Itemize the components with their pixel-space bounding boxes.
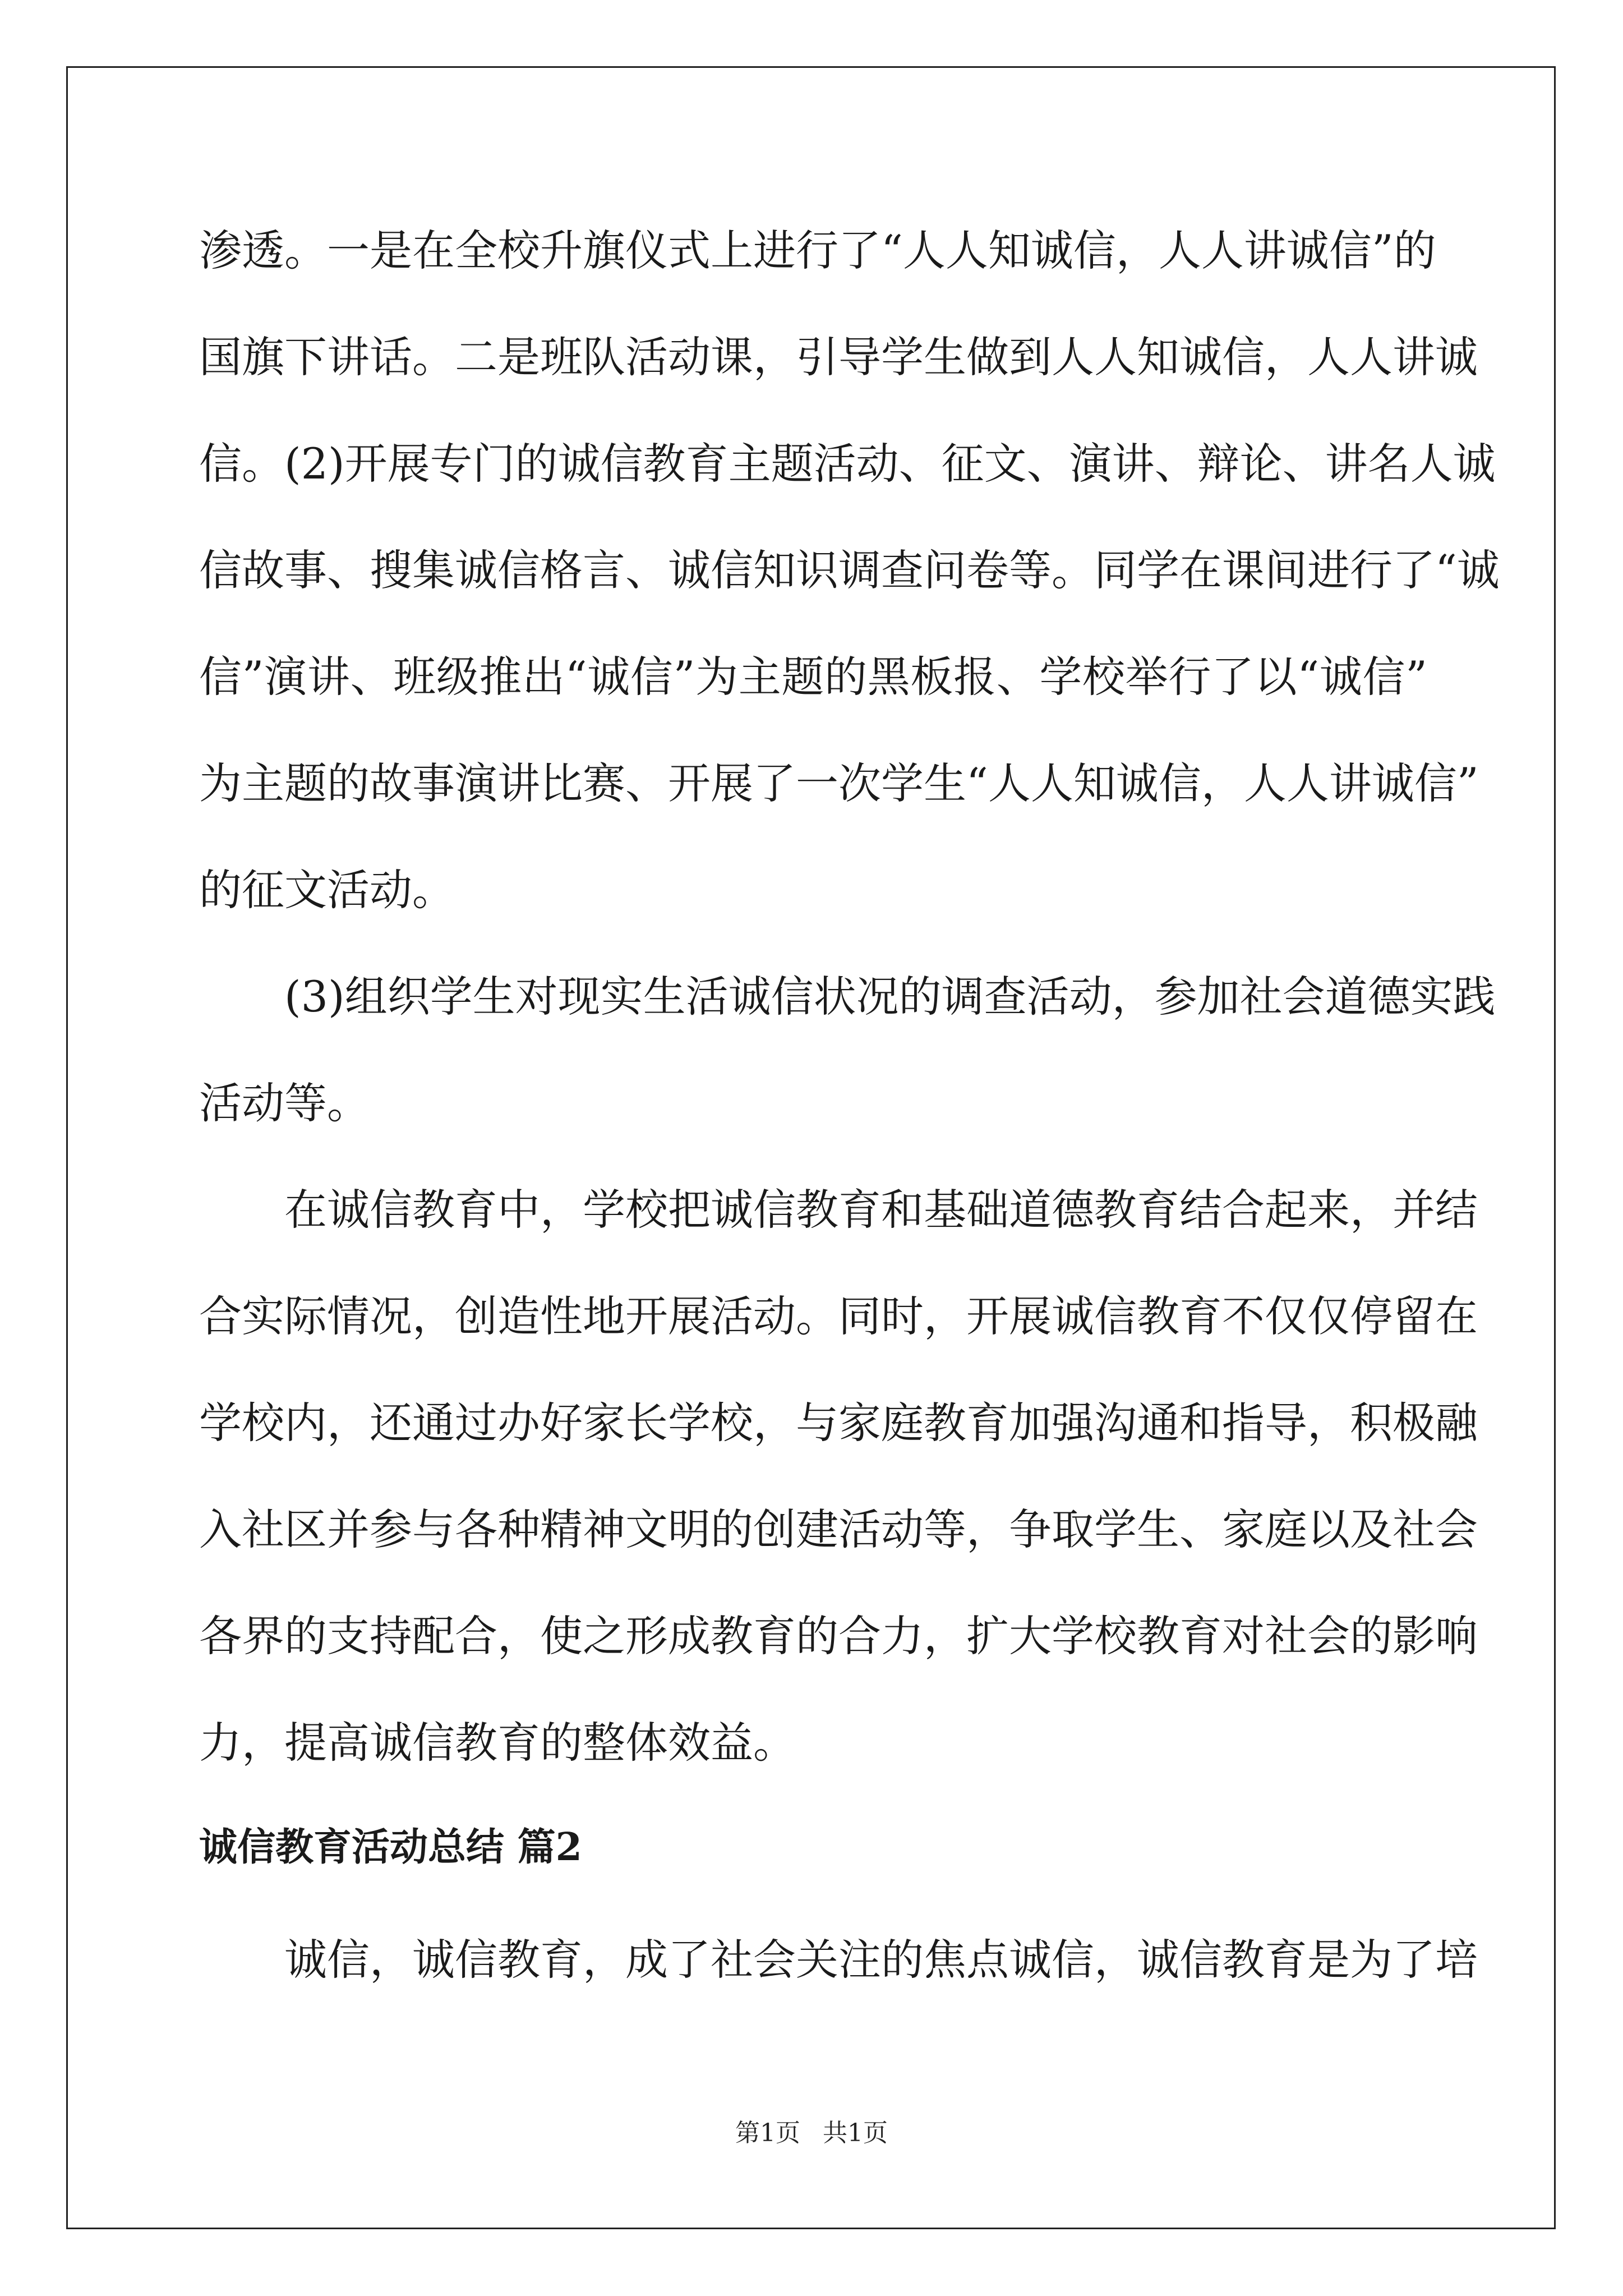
paragraph-2 bbox=[199, 944, 1496, 1157]
text-line: 在诚信教育中，学校把诚信教育和基础道德教育结合起来，并结 bbox=[284, 1185, 1478, 1235]
text-line: 信。(2)开展专门的诚信教育主题活动、征文、演讲、辩论、讲名人诚 bbox=[199, 439, 1496, 489]
text-line: 学校内，还通过办好家长学校，与家庭教育加强沟通和指导，积极融 bbox=[199, 1398, 1478, 1448]
page-total: 共1页 bbox=[823, 2119, 888, 2147]
text-line: (3)组织学生对现实生活诚信状况的调查活动，参加社会道德实践 bbox=[284, 972, 1496, 1022]
paragraph-1 bbox=[199, 197, 1500, 944]
page-number: 第1页 bbox=[735, 2119, 800, 2147]
paragraph-4 bbox=[199, 1907, 1478, 2013]
text-line: 活动等。 bbox=[199, 1078, 370, 1128]
text-line: 信”演讲、班级推出“诚信”为主题的黑板报、学校举行了以“诚信” bbox=[199, 652, 1427, 702]
text-line: 国旗下讲话。二是班队活动课，引导学生做到人人知诚信，人人讲诚 bbox=[199, 332, 1478, 382]
text-line: 信故事、搜集诚信格言、诚信知识调查问卷等。同学在课间进行了“诚 bbox=[199, 545, 1500, 595]
text-line: 各界的支持配合，使之形成教育的合力，扩大学校教育对社会的影响 bbox=[199, 1611, 1478, 1661]
text-line: 为主题的故事演讲比赛、开展了一次学生“人人知诚信，人人讲诚信” bbox=[199, 758, 1479, 808]
text-line: 入社区并参与各种精神文明的创建活动等，争取学生、家庭以及社会 bbox=[199, 1504, 1478, 1554]
section-heading: 诚信教育活动总结 篇2 bbox=[199, 1825, 582, 1870]
text-line: 的征文活动。 bbox=[199, 865, 455, 915]
text-line: 合实际情况，创造性地开展活动。同时，开展诚信教育不仅仅停留在 bbox=[199, 1291, 1478, 1341]
text-line: 力，提高诚信教育的整体效益。 bbox=[199, 1718, 796, 1768]
paragraph-3 bbox=[199, 1157, 1478, 1796]
text-line: 渗透。一是在全校升旗仪式上进行了“人人知诚信，人人讲诚信”的 bbox=[199, 226, 1436, 275]
page-footer bbox=[0, 2116, 1623, 2150]
text-line: 诚信，诚信教育，成了社会关注的焦点诚信，诚信教育是为了培 bbox=[284, 1935, 1478, 1985]
